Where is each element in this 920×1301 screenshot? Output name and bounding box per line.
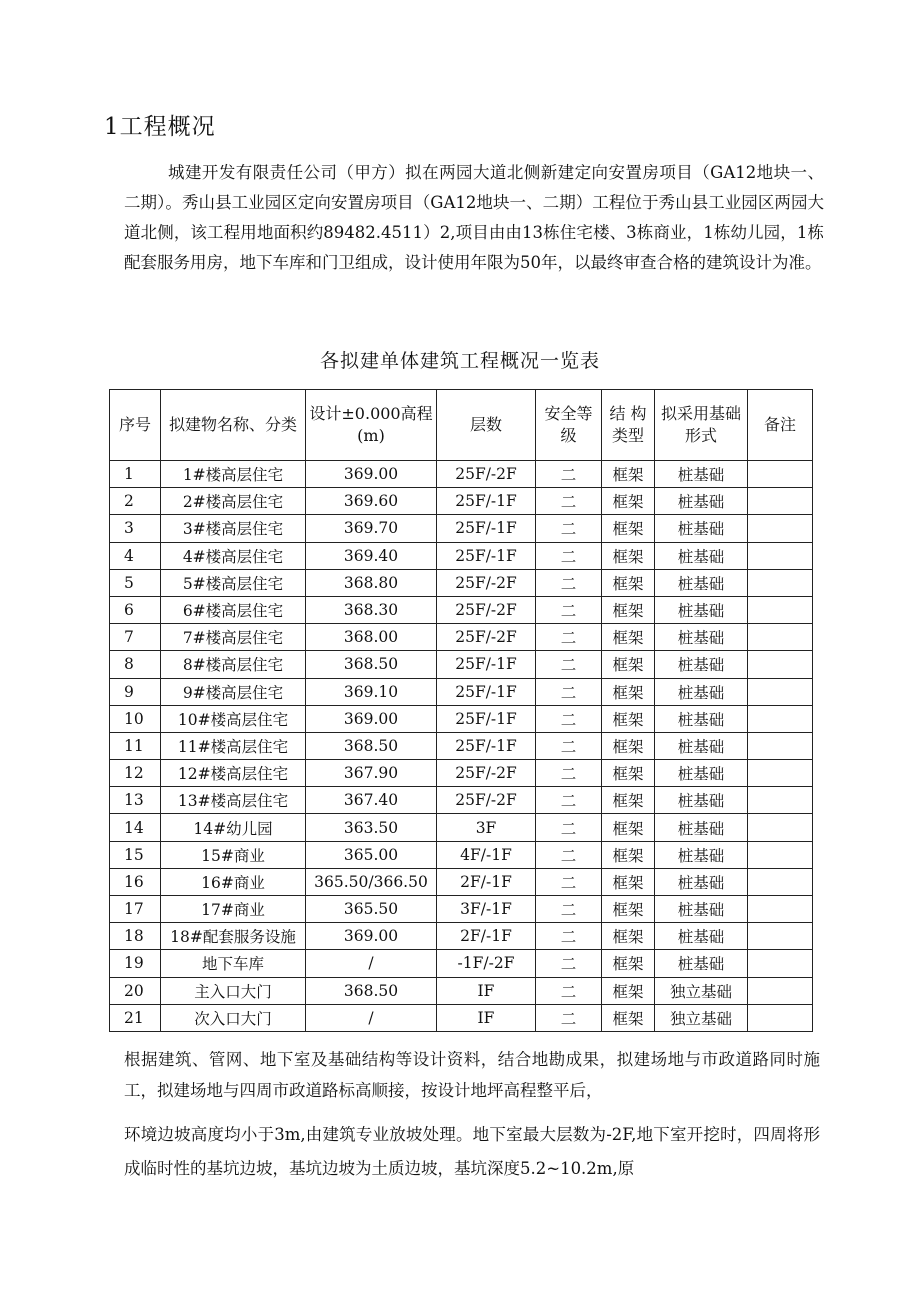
- foundation-type-cell: 桩基础: [655, 515, 748, 542]
- header-cell: 拟建物名称、分类: [161, 390, 306, 461]
- table-row: [110, 461, 813, 488]
- elevation-cell: 367.40: [306, 787, 437, 814]
- structure-type-cell: 框架: [602, 515, 655, 542]
- row-number-cell: 11: [110, 732, 161, 759]
- building-name-cell: 15#商业: [161, 841, 306, 868]
- remarks-cell: [748, 569, 813, 596]
- table-row: [110, 923, 813, 950]
- safety-grade-cell: 二: [536, 977, 602, 1004]
- table-row: [110, 814, 813, 841]
- elevation-cell: 369.00: [306, 461, 437, 488]
- floors-cell: 25F/-1F: [437, 488, 536, 515]
- table-row: [110, 896, 813, 923]
- header-cell: 安全等级: [536, 390, 602, 461]
- foundation-type-cell: 桩基础: [655, 542, 748, 569]
- safety-grade-cell: 二: [536, 678, 602, 705]
- remarks-cell: [748, 760, 813, 787]
- foundation-type-cell: 桩基础: [655, 461, 748, 488]
- remarks-cell: [748, 977, 813, 1004]
- safety-grade-cell: 二: [536, 868, 602, 895]
- header-cell: 拟采用基础形式: [655, 390, 748, 461]
- row-number-cell: 18: [110, 923, 161, 950]
- table-row: [110, 678, 813, 705]
- table-row: [110, 787, 813, 814]
- row-number-cell: 21: [110, 1004, 161, 1031]
- foundation-type-cell: 桩基础: [655, 950, 748, 977]
- structure-type-cell: 框架: [602, 705, 655, 732]
- foundation-type-cell: 桩基础: [655, 624, 748, 651]
- foundation-type-cell: 桩基础: [655, 814, 748, 841]
- safety-grade-cell: 二: [536, 488, 602, 515]
- remarks-cell: [748, 787, 813, 814]
- remarks-cell: [748, 1004, 813, 1031]
- elevation-cell: 369.00: [306, 923, 437, 950]
- intro-paragraph: 城建开发有限责任公司（甲方）拟在两园大道北侧新建定向安置房项目（GA12地块一、二期）。秀山县工业园区定向安置房项目（GA12地块一、二期）工程位于秀山县工业园区两园大道北侧，该工程用地面积约89482.4511）2,项目由由13栋住宅楼、3栋商业，1栋幼儿园，1栋配套服务用房，地下车库和门卫组成，设计使用年限为50年，以最终审查合格的建筑设计为准。: [124, 163, 824, 272]
- elevation-cell: /: [306, 950, 437, 977]
- safety-grade-cell: 二: [536, 461, 602, 488]
- section-heading: 1工程概况: [104, 114, 216, 140]
- building-name-cell: 18#配套服务设施: [161, 923, 306, 950]
- floors-cell: 25F/-2F: [437, 624, 536, 651]
- elevation-cell: 369.00: [306, 705, 437, 732]
- elevation-cell: 369.70: [306, 515, 437, 542]
- foundation-type-cell: 桩基础: [655, 923, 748, 950]
- structure-type-cell: 框架: [602, 596, 655, 623]
- building-name-cell: 2#楼高层住宅: [161, 488, 306, 515]
- row-number-cell: 2: [110, 488, 161, 515]
- table-row: [110, 569, 813, 596]
- row-number-cell: 9: [110, 678, 161, 705]
- building-name-cell: 9#楼高层住宅: [161, 678, 306, 705]
- remarks-cell: [748, 923, 813, 950]
- structure-type-cell: 框架: [602, 678, 655, 705]
- floors-cell: 25F/-2F: [437, 760, 536, 787]
- remarks-cell: [748, 705, 813, 732]
- safety-grade-cell: 二: [536, 542, 602, 569]
- foundation-type-cell: 独立基础: [655, 977, 748, 1004]
- row-number-cell: 4: [110, 542, 161, 569]
- foundation-type-cell: 桩基础: [655, 760, 748, 787]
- remarks-cell: [748, 488, 813, 515]
- floors-cell: 25F/-2F: [437, 787, 536, 814]
- row-number-cell: 10: [110, 705, 161, 732]
- structure-type-cell: 框架: [602, 542, 655, 569]
- remarks-cell: [748, 896, 813, 923]
- structure-type-cell: 框架: [602, 896, 655, 923]
- header-cell: 层数: [437, 390, 536, 461]
- structure-type-cell: 框架: [602, 868, 655, 895]
- elevation-cell: 365.50: [306, 896, 437, 923]
- structure-type-cell: 框架: [602, 950, 655, 977]
- foundation-type-cell: 桩基础: [655, 896, 748, 923]
- remarks-cell: [748, 814, 813, 841]
- elevation-cell: 369.60: [306, 488, 437, 515]
- header-cell: 设计±0.000高程(m): [306, 390, 437, 461]
- elevation-cell: 365.00: [306, 841, 437, 868]
- remarks-cell: [748, 651, 813, 678]
- row-number-cell: 6: [110, 596, 161, 623]
- foundation-type-cell: 桩基础: [655, 841, 748, 868]
- floors-cell: 3F: [437, 814, 536, 841]
- building-name-cell: 13#楼高层住宅: [161, 787, 306, 814]
- row-number-cell: 14: [110, 814, 161, 841]
- foundation-type-cell: 桩基础: [655, 488, 748, 515]
- remarks-cell: [748, 461, 813, 488]
- foundation-type-cell: 桩基础: [655, 569, 748, 596]
- row-number-cell: 17: [110, 896, 161, 923]
- elevation-cell: 367.90: [306, 760, 437, 787]
- remarks-cell: [748, 950, 813, 977]
- table-row: [110, 488, 813, 515]
- table-row: [110, 515, 813, 542]
- structure-type-cell: 框架: [602, 760, 655, 787]
- table-row: [110, 760, 813, 787]
- safety-grade-cell: 二: [536, 705, 602, 732]
- safety-grade-cell: 二: [536, 651, 602, 678]
- structure-type-cell: 框架: [602, 841, 655, 868]
- floors-cell: 25F/-2F: [437, 461, 536, 488]
- elevation-cell: 368.50: [306, 732, 437, 759]
- table-caption: 各拟建单体建筑工程概况一览表: [319, 350, 600, 372]
- floors-cell: IF: [437, 1004, 536, 1031]
- remarks-cell: [748, 868, 813, 895]
- table-row: [110, 1004, 813, 1031]
- header-cell: 结 构类型: [602, 390, 655, 461]
- safety-grade-cell: 二: [536, 760, 602, 787]
- table-row: [110, 732, 813, 759]
- foundation-type-cell: 桩基础: [655, 868, 748, 895]
- foundation-type-cell: 桩基础: [655, 678, 748, 705]
- building-name-cell: 10#楼高层住宅: [161, 705, 306, 732]
- structure-type-cell: 框架: [602, 977, 655, 1004]
- structure-type-cell: 框架: [602, 488, 655, 515]
- row-number-cell: 1: [110, 461, 161, 488]
- building-name-cell: 11#楼高层住宅: [161, 732, 306, 759]
- building-name-cell: 17#商业: [161, 896, 306, 923]
- building-name-cell: 3#楼高层住宅: [161, 515, 306, 542]
- safety-grade-cell: 二: [536, 787, 602, 814]
- floors-cell: 25F/-1F: [437, 542, 536, 569]
- table-row: [110, 977, 813, 1004]
- paragraph-after-table-2: 环境边坡高度均小于3m,由建筑专业放坡处理。地下室最大层数为-2F,地下室开挖时，四周将形成临时性的基坑边坡，基坑边坡为土质边坡，基坑深度5.2~10.2m,原: [124, 1125, 820, 1178]
- floors-cell: 25F/-1F: [437, 515, 536, 542]
- building-name-cell: 4#楼高层住宅: [161, 542, 306, 569]
- paragraph-after-table-1: 根据建筑、管网、地下室及基础结构等设计资料，结合地勘成果，拟建场地与市政道路同时施工，拟建场地与四周市政道路标高顺接，按设计地坪高程整平后，: [124, 1050, 820, 1100]
- elevation-cell: 368.00: [306, 624, 437, 651]
- remarks-cell: [748, 678, 813, 705]
- foundation-type-cell: 桩基础: [655, 787, 748, 814]
- remarks-cell: [748, 624, 813, 651]
- floors-cell: -1F/-2F: [437, 950, 536, 977]
- row-number-cell: 7: [110, 624, 161, 651]
- elevation-cell: 368.80: [306, 569, 437, 596]
- row-number-cell: 20: [110, 977, 161, 1004]
- table-row: [110, 868, 813, 895]
- floors-cell: 25F/-2F: [437, 569, 536, 596]
- table-row: [110, 651, 813, 678]
- building-name-cell: 地下车库: [161, 950, 306, 977]
- safety-grade-cell: 二: [536, 896, 602, 923]
- elevation-cell: 369.10: [306, 678, 437, 705]
- structure-type-cell: 框架: [602, 732, 655, 759]
- foundation-type-cell: 独立基础: [655, 1004, 748, 1031]
- safety-grade-cell: 二: [536, 596, 602, 623]
- remarks-cell: [748, 542, 813, 569]
- remarks-cell: [748, 841, 813, 868]
- row-number-cell: 12: [110, 760, 161, 787]
- remarks-cell: [748, 732, 813, 759]
- table-row: [110, 950, 813, 977]
- floors-cell: 2F/-1F: [437, 923, 536, 950]
- building-name-cell: 次入口大门: [161, 1004, 306, 1031]
- foundation-type-cell: 桩基础: [655, 732, 748, 759]
- elevation-cell: 363.50: [306, 814, 437, 841]
- row-number-cell: 13: [110, 787, 161, 814]
- safety-grade-cell: 二: [536, 1004, 602, 1031]
- row-number-cell: 5: [110, 569, 161, 596]
- building-name-cell: 6#楼高层住宅: [161, 596, 306, 623]
- floors-cell: 25F/-1F: [437, 678, 536, 705]
- table-row: [110, 542, 813, 569]
- remarks-cell: [748, 515, 813, 542]
- row-number-cell: 3: [110, 515, 161, 542]
- floors-cell: 25F/-1F: [437, 651, 536, 678]
- elevation-cell: 368.50: [306, 977, 437, 1004]
- structure-type-cell: 框架: [602, 1004, 655, 1031]
- building-name-cell: 7#楼高层住宅: [161, 624, 306, 651]
- building-name-cell: 12#楼高层住宅: [161, 760, 306, 787]
- floors-cell: 4F/-1F: [437, 841, 536, 868]
- structure-type-cell: 框架: [602, 624, 655, 651]
- building-name-cell: 14#幼儿园: [161, 814, 306, 841]
- table-row: [110, 596, 813, 623]
- foundation-type-cell: 桩基础: [655, 596, 748, 623]
- header-cell: 序号: [110, 390, 161, 461]
- building-overview-table: [109, 389, 813, 1032]
- elevation-cell: /: [306, 1004, 437, 1031]
- table-row: [110, 624, 813, 651]
- safety-grade-cell: 二: [536, 923, 602, 950]
- row-number-cell: 8: [110, 651, 161, 678]
- floors-cell: 25F/-2F: [437, 596, 536, 623]
- table-body: [110, 461, 813, 1032]
- safety-grade-cell: 二: [536, 841, 602, 868]
- floors-cell: IF: [437, 977, 536, 1004]
- table-row: [110, 841, 813, 868]
- structure-type-cell: 框架: [602, 569, 655, 596]
- row-number-cell: 16: [110, 868, 161, 895]
- safety-grade-cell: 二: [536, 950, 602, 977]
- row-number-cell: 19: [110, 950, 161, 977]
- safety-grade-cell: 二: [536, 732, 602, 759]
- safety-grade-cell: 二: [536, 624, 602, 651]
- foundation-type-cell: 桩基础: [655, 651, 748, 678]
- safety-grade-cell: 二: [536, 515, 602, 542]
- floors-cell: 25F/-1F: [437, 705, 536, 732]
- building-name-cell: 16#商业: [161, 868, 306, 895]
- building-name-cell: 主入口大门: [161, 977, 306, 1004]
- building-name-cell: 8#楼高层住宅: [161, 651, 306, 678]
- building-name-cell: 5#楼高层住宅: [161, 569, 306, 596]
- table-row: [110, 705, 813, 732]
- elevation-cell: 368.30: [306, 596, 437, 623]
- elevation-cell: 369.40: [306, 542, 437, 569]
- safety-grade-cell: 二: [536, 569, 602, 596]
- safety-grade-cell: 二: [536, 814, 602, 841]
- floors-cell: 25F/-1F: [437, 732, 536, 759]
- remarks-cell: [748, 596, 813, 623]
- floors-cell: 3F/-1F: [437, 896, 536, 923]
- building-name-cell: 1#楼高层住宅: [161, 461, 306, 488]
- elevation-cell: 368.50: [306, 651, 437, 678]
- row-number-cell: 15: [110, 841, 161, 868]
- structure-type-cell: 框架: [602, 923, 655, 950]
- structure-type-cell: 框架: [602, 814, 655, 841]
- structure-type-cell: 框架: [602, 651, 655, 678]
- elevation-cell: 365.50/366.50: [306, 868, 437, 895]
- header-cell: 备注: [748, 390, 813, 461]
- table-header-row: [110, 390, 813, 461]
- structure-type-cell: 框架: [602, 461, 655, 488]
- structure-type-cell: 框架: [602, 787, 655, 814]
- floors-cell: 2F/-1F: [437, 868, 536, 895]
- foundation-type-cell: 桩基础: [655, 705, 748, 732]
